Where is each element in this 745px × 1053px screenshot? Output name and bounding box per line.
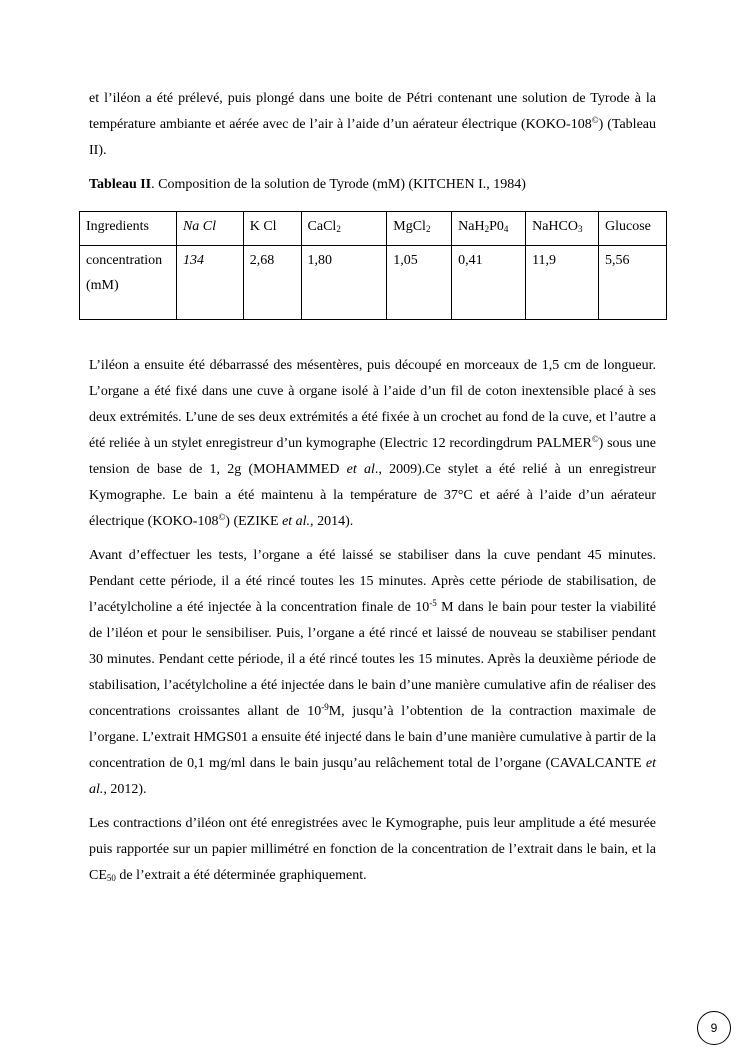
header-cacl2: CaCl$_2$ <box>301 212 387 246</box>
value-mgcl2: 1,05 <box>387 246 452 320</box>
intro-paragraph: et l’iléon a été prélevé, puis plongé dans une boite de Pétri contenant une solution de Tyrode à la température ambiante et aérée avec de l’air à l’aide d’un aérateur électrique (KOKO-108©) (Tableau II). <box>89 91 656 158</box>
value-cacl2: 1,80 <box>301 246 387 320</box>
table-header-row <box>80 212 667 246</box>
paragraph-ileon-preparation: L’iléon a ensuite été débarrassé des mésentères, puis découpé en morceaux de 1,5 cm de longueur. L’organe a été fixé dans une cuve à organe isolé à l’aide d’un fil de coton inextensible placé à ses deux extrémités. L’une de ses deux extrémités a été fixée à un crochet au fond de la cuve, et l’autre a été reliée à un stylet enregistreur d’un kymographe (Electric 12 recordingdrum PALMER©) sous une tension de base de 1, 2g (MOHAMMED et al., 2009).Ce stylet a été relié à un enregistreur Kymographe. Le bain a été maintenu à la température de 37°C et aéré à l’aide d’un aérateur électrique (KOKO-108©) (EZIKE et al., 2014). <box>89 358 657 529</box>
header-mgcl2: MgCl$_2$ <box>387 212 452 246</box>
tyrode-composition-table <box>79 211 667 320</box>
paragraph-stabilisation: Avant d’effectuer les tests, l’organe a été laissé se stabiliser dans la cuve pendant 45 minutes. Pendant cette période, il a été rincé toutes les 15 minutes. Après cette période de stabilisation, de l’acétylcholine a été injectée à la concentration finale de $10^{-5}$ M dans le bain pour tester la viabilité de l’iléon et pour le sensibiliser. Puis, l’organe a été rincé et laissé de nouveau se stabiliser pendant 30 minutes. Pendant cette période, il a été rincé toutes les 15 minutes. Après la deuxième période de stabilisation, l’acétylcholine a été injectée dans le bain d’une manière cumulative afin de réaliser des concentrations croissantes allant de $10^{-9}M$, jusqu’à l’obtention de la contraction maximale de l’organe. L’extrait HMGS01 a ensuite été injecté dans le bain d’une manière cumulative à partir de la concentration de 0,1 mg/ml dans le bain jusqu’au relâchement total de l’organe (CAVALCANTE et al., 2012). <box>89 548 657 797</box>
table-row <box>80 246 667 320</box>
header-nah2po4: $NaH_2P0_4$ <box>452 212 526 246</box>
header-nacl: Na Cl <box>176 212 243 246</box>
value-kcl: 2,68 <box>243 246 301 320</box>
table-caption: Tableau II. Composition de la solution de Tyrode (mM) (KITCHEN I., 1984) <box>89 177 526 192</box>
header-glucose: Glucose <box>599 212 667 246</box>
paragraph-contractions: Les contractions d’iléon ont été enregistrées avec le Kymographe, puis leur amplitude a été mesurée puis rapportée sur un papier millimétré en fonction de la concentration de l’extrait dans le bain, et la $CE_{50}$ de l’extrait a été déterminée graphiquement. <box>89 816 656 883</box>
value-nacl: 134 <box>176 246 243 320</box>
page-body <box>89 86 656 198</box>
header-ingredients: Ingredients <box>80 212 177 246</box>
header-kcl: K Cl <box>243 212 301 246</box>
value-glucose: 5,56 <box>599 246 667 320</box>
header-nahco3: NaHCO$_3$ <box>526 212 599 246</box>
value-nahco3: 11,9 <box>526 246 599 320</box>
page-number: 9 <box>697 1011 731 1045</box>
row-label-concentration: concentration (mM) <box>80 246 177 320</box>
body-text <box>89 353 656 889</box>
value-nah2po4: 0,41 <box>452 246 526 320</box>
